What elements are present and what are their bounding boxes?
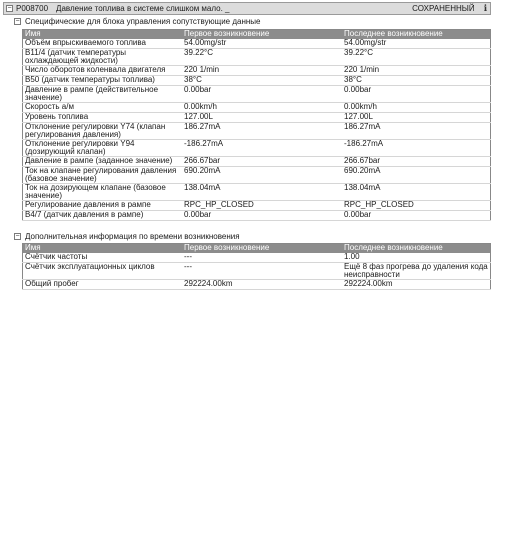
row-name: Ток на клапане регулирования давления (базовое значение) (23, 167, 183, 184)
row-name: Счётчик частоты (23, 253, 183, 263)
row-first-value: 292224.00km (182, 280, 342, 290)
row-first-value: -186.27mA (182, 140, 342, 157)
fault-code: P008700 (16, 4, 49, 13)
row-first-value: 186.27mA (182, 123, 342, 140)
row-last-value: 39.22°C (342, 49, 491, 66)
row-first-value: --- (182, 253, 342, 263)
table-row[interactable] (23, 123, 491, 140)
row-first-value: 39.22°C (182, 49, 342, 66)
row-name: Давление в рампе (заданное значение) (23, 157, 183, 167)
row-name: Ток на дозирующем клапане (базовое значение) (23, 184, 183, 201)
column-header: Первое возникновение (182, 244, 342, 254)
row-name: Общий пробег (23, 280, 183, 290)
row-last-value: 292224.00km (342, 280, 491, 290)
table-row[interactable] (23, 103, 491, 113)
row-last-value: 186.27mA (342, 123, 491, 140)
table-header-row (23, 30, 491, 40)
row-name: Число оборотов коленвала двигателя (23, 66, 183, 76)
row-first-value: --- (182, 263, 342, 280)
row-last-value: 0.00bar (342, 86, 491, 103)
row-name: Счётчик эксплуатационных циклов (23, 263, 183, 280)
row-name: B11/4 (датчик температуры охлаждающей жидкости) (23, 49, 183, 66)
column-header: Первое возникновение (182, 30, 342, 40)
row-last-value: 1.00 (342, 253, 491, 263)
row-name: B4/7 (датчик давления в рампе) (23, 211, 183, 221)
row-name: Скорость а/м (23, 103, 183, 113)
row-last-value: 690.20mA (342, 167, 491, 184)
additional-info-table (22, 243, 491, 290)
info-icon[interactable]: ℹ (483, 3, 487, 13)
row-last-value: -186.27mA (342, 140, 491, 157)
table-row[interactable] (23, 66, 491, 76)
table-row[interactable] (23, 86, 491, 103)
table-row[interactable] (23, 76, 491, 86)
table-row[interactable] (23, 253, 491, 263)
row-last-value: 266.67bar (342, 157, 491, 167)
collapse-toggle-icon[interactable]: − (15, 232, 20, 240)
row-name: Отклонение регулировки Y74 (клапан регулирования давления) (23, 123, 183, 140)
row-first-value: 138.04mA (182, 184, 342, 201)
row-first-value: 690.20mA (182, 167, 342, 184)
row-last-value: 0.00bar (342, 211, 491, 221)
row-name: Отклонение регулировки Y94 (дозирующий клапан) (23, 140, 183, 157)
fault-status: СОХРАНЕННЫЙ (412, 4, 475, 13)
table-row[interactable] (23, 184, 491, 201)
row-first-value: 220 1/min (182, 66, 342, 76)
row-name: Уровень топлива (23, 113, 183, 123)
table-row[interactable] (23, 280, 491, 290)
row-first-value: 0.00km/h (182, 103, 342, 113)
collapse-toggle-icon[interactable]: − (7, 5, 12, 12)
column-header: Имя (23, 244, 183, 254)
column-header: Последнее возникновение (342, 244, 491, 254)
row-first-value: 38°C (182, 76, 342, 86)
fault-title: Давление топлива в системе слишком мало. _ (56, 4, 230, 13)
table-row[interactable] (23, 49, 491, 66)
table-row[interactable] (23, 39, 491, 49)
section-header-ecu-data[interactable] (14, 16, 261, 26)
ecu-data-table (22, 29, 491, 221)
table-header-row (23, 244, 491, 254)
row-name: Давление в рампе (действительное значение) (23, 86, 183, 103)
collapse-toggle-icon[interactable]: − (15, 17, 20, 25)
section-header-additional-info[interactable] (14, 231, 240, 241)
row-last-value: 220 1/min (342, 66, 491, 76)
column-header: Имя (23, 30, 183, 40)
table-row[interactable] (23, 201, 491, 211)
row-first-value: 0.00bar (182, 211, 342, 221)
row-first-value: 266.67bar (182, 157, 342, 167)
table-row[interactable] (23, 211, 491, 221)
table-row[interactable] (23, 167, 491, 184)
row-last-value: RPC_HP_CLOSED (342, 201, 491, 211)
row-last-value: Ещё 8 фаз прогрева до удаления кода неисправности (342, 263, 491, 280)
row-first-value: 54.00mg/str (182, 39, 342, 49)
table-row[interactable] (23, 157, 491, 167)
row-last-value: 0.00km/h (342, 103, 491, 113)
row-first-value: RPC_HP_CLOSED (182, 201, 342, 211)
table-row[interactable] (23, 263, 491, 280)
row-name: B50 (датчик температуры топлива) (23, 76, 183, 86)
row-first-value: 127.00L (182, 113, 342, 123)
row-name: Объём впрыскиваемого топлива (23, 39, 183, 49)
row-last-value: 54.00mg/str (342, 39, 491, 49)
column-header: Последнее возникновение (342, 30, 491, 40)
row-last-value: 127.00L (342, 113, 491, 123)
row-last-value: 38°C (342, 76, 491, 86)
fault-header[interactable] (3, 2, 491, 15)
row-first-value: 0.00bar (182, 86, 342, 103)
row-last-value: 138.04mA (342, 184, 491, 201)
table-row[interactable] (23, 113, 491, 123)
table-row[interactable] (23, 140, 491, 157)
section-title: Дополнительная информация по времени возникновения (25, 231, 240, 241)
row-name: Регулирование давления в рампе (23, 201, 183, 211)
section-title: Специфические для блока управления сопутствующие данные (25, 16, 261, 26)
